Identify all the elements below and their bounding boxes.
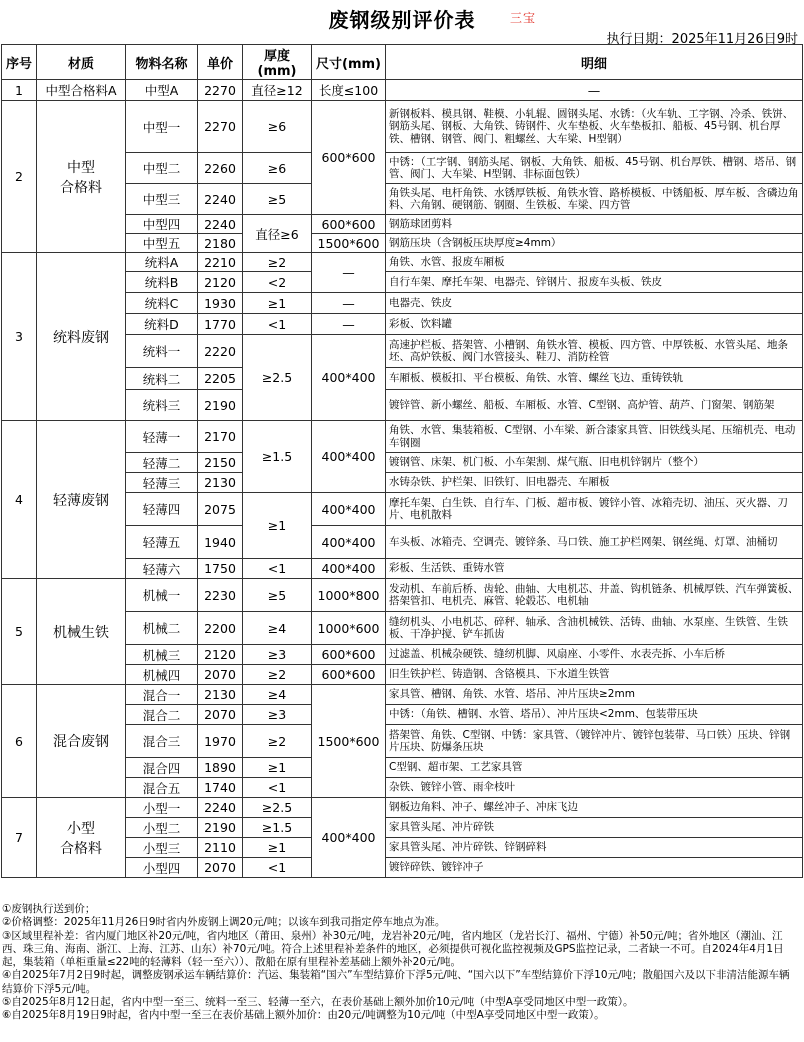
table-row bbox=[2, 579, 803, 612]
brand-label: 三宝 bbox=[510, 11, 537, 25]
price-cell: 2070 bbox=[198, 705, 243, 725]
price-cell: 2220 bbox=[198, 335, 243, 368]
thickness-cell: ≥6 bbox=[243, 153, 312, 184]
thickness-cell: ≥1.5 bbox=[243, 818, 312, 838]
item-name-cell: 中型一 bbox=[126, 101, 198, 153]
item-name-cell: 小型二 bbox=[126, 818, 198, 838]
seq-cell: 2 bbox=[2, 101, 37, 253]
price-cell: 1890 bbox=[198, 758, 243, 778]
detail-cell: 彩板、生活铁、重铸水管 bbox=[386, 559, 803, 579]
detail-cell: 过滤盖、机械杂硬铁、缝纫机脚、风扇座、小零件、水表壳拆、小车后桥 bbox=[386, 645, 803, 665]
header-material: 材质 bbox=[37, 45, 126, 80]
price-cell: 2120 bbox=[198, 272, 243, 293]
thickness-cell: ≥3 bbox=[243, 645, 312, 665]
price-cell: 2270 bbox=[198, 101, 243, 153]
price-cell: 2240 bbox=[198, 215, 243, 234]
detail-cell: 新钢板料、模具钢、鞋模、小轧辊、圆钢头尾、水锈：（火车轨、工字钢、冷杀、铁饼、钢筋头尾、钢板、大角铁、铸钢件、火车垫板、火车垫板扣、船板、45号钢、机台厚铁、槽钢、钢管、阀门、粗螺丝、大车梁、H型钢） bbox=[386, 101, 803, 153]
detail-cell: 发动机、车前后桥、齿轮、曲轴、大电机芯、井盖、钩机链条、机械厚铁、汽车弹簧板、搭架管扣、电机壳、麻管、轮毂芯、电机轴 bbox=[386, 579, 803, 612]
thickness-cell: ≥1 bbox=[243, 293, 312, 314]
thickness-cell: ≥4 bbox=[243, 685, 312, 705]
table-row bbox=[2, 421, 803, 453]
detail-cell: 角铁头尾、电杆角铁、水锈厚铁板、角铁水管、路桥模板、中锈船板、厚车板、含磷边角料、六角钢、硬钢筋、钢圈、生铁板、车梁、四方管 bbox=[386, 184, 803, 215]
detail-cell: 彩板、饮料罐 bbox=[386, 314, 803, 335]
grade-table bbox=[1, 44, 803, 878]
footnote: ⑥自2025年8月19日9时起，省内中型一至三在表价基础上额外加价：由20元/吨调整为10元/吨（中型A享受同地区中型一政策）。 bbox=[2, 1009, 605, 1022]
item-name-cell: 混合四 bbox=[126, 758, 198, 778]
detail-cell: 中锈：（角铁、槽钢、水管、塔吊）、冲片压块<2mm、包装带压块 bbox=[386, 705, 803, 725]
detail-cell: C型钢、超市架、工艺家具管 bbox=[386, 758, 803, 778]
thickness-cell: ≥5 bbox=[243, 579, 312, 612]
detail-cell: 家具管、槽钢、角铁、水管、塔吊、冲片压块≥2mm bbox=[386, 685, 803, 705]
header-detail: 明细 bbox=[386, 45, 803, 80]
table-row bbox=[2, 253, 803, 272]
size-cell: — bbox=[312, 253, 386, 293]
seq-cell: 3 bbox=[2, 253, 37, 421]
detail-cell: 钢筋压块（含钢板压块厚度≥4mm） bbox=[386, 234, 803, 253]
header-row bbox=[2, 45, 803, 80]
item-name-cell: 小型三 bbox=[126, 838, 198, 858]
thickness-cell: 直径≥12 bbox=[243, 80, 312, 101]
detail-cell: 镀钢管、床架、机门板、小车架割、煤气瓶、旧电机锌钢片（整个） bbox=[386, 453, 803, 473]
item-name-cell: 统料一 bbox=[126, 335, 198, 368]
seq-cell: 6 bbox=[2, 685, 37, 798]
size-cell: 400*400 bbox=[312, 421, 386, 493]
item-name-cell: 混合二 bbox=[126, 705, 198, 725]
item-name-cell: 机械三 bbox=[126, 645, 198, 665]
thickness-cell: ≥3 bbox=[243, 705, 312, 725]
price-cell: 2200 bbox=[198, 612, 243, 645]
price-cell: 1930 bbox=[198, 293, 243, 314]
detail-cell: 车厢板、模板扣、平台模板、角铁、水管、螺丝飞边、重铸铁轨 bbox=[386, 368, 803, 390]
thickness-cell: ≥2 bbox=[243, 665, 312, 685]
item-name-cell: 统料C bbox=[126, 293, 198, 314]
item-name-cell: 统料B bbox=[126, 272, 198, 293]
thickness-cell: ≥6 bbox=[243, 101, 312, 153]
detail-cell: — bbox=[386, 80, 803, 101]
thickness-cell: ≥1 bbox=[243, 758, 312, 778]
thickness-cell: ≥1 bbox=[243, 493, 312, 559]
thickness-cell: ≥5 bbox=[243, 184, 312, 215]
seq-cell: 1 bbox=[2, 80, 37, 101]
price-cell: 2190 bbox=[198, 390, 243, 421]
price-cell: 2070 bbox=[198, 665, 243, 685]
header-seq: 序号 bbox=[2, 45, 37, 80]
thickness-cell: ≥1 bbox=[243, 838, 312, 858]
size-cell: 600*600 bbox=[312, 215, 386, 234]
item-name-cell: 轻薄五 bbox=[126, 526, 198, 559]
item-name-cell: 小型四 bbox=[126, 858, 198, 878]
material-cell: 混合废钢 bbox=[37, 685, 126, 798]
item-name-cell: 中型三 bbox=[126, 184, 198, 215]
size-cell: 600*600 bbox=[312, 645, 386, 665]
size-cell: 1500*600 bbox=[312, 685, 386, 798]
item-name-cell: 小型一 bbox=[126, 798, 198, 818]
footnotes bbox=[2, 903, 800, 1023]
detail-cell: 钢筋球团剪料 bbox=[386, 215, 803, 234]
header-size: 尺寸(mm) bbox=[312, 45, 386, 80]
detail-cell: 高速护栏板、搭架管、小槽钢、角铁水管、模板、四方管、中厚铁板、水管头尾、地条坯、高炉铁板、阀门水管接头、鞋刀、消防栓管 bbox=[386, 335, 803, 368]
size-cell: 400*400 bbox=[312, 559, 386, 579]
size-cell: 400*400 bbox=[312, 798, 386, 878]
size-cell: 600*600 bbox=[312, 101, 386, 215]
item-name-cell: 中型A bbox=[126, 80, 198, 101]
thickness-cell: ≥2 bbox=[243, 253, 312, 272]
detail-cell: 角铁、水管、报废车厢板 bbox=[386, 253, 803, 272]
table-row bbox=[2, 685, 803, 705]
thickness-cell: <1 bbox=[243, 778, 312, 798]
material-cell: 小型 合格料 bbox=[37, 798, 126, 878]
price-cell: 2130 bbox=[198, 685, 243, 705]
price-cell: 2190 bbox=[198, 818, 243, 838]
price-cell: 2150 bbox=[198, 453, 243, 473]
detail-cell: 车头板、冰箱壳、空调壳、镀锌条、马口铁、施工护栏网架、钢丝绳、灯罩、油桶切 bbox=[386, 526, 803, 559]
detail-cell: 镀锌管、新小螺丝、船板、车厢板、水管、C型钢、高炉管、葫芦、门窗架、钢筋架 bbox=[386, 390, 803, 421]
size-cell: 长度≤100 bbox=[312, 80, 386, 101]
price-cell: 2205 bbox=[198, 368, 243, 390]
item-name-cell: 混合一 bbox=[126, 685, 198, 705]
size-cell: — bbox=[312, 293, 386, 314]
price-cell: 2210 bbox=[198, 253, 243, 272]
header-item-name: 物料名称 bbox=[126, 45, 198, 80]
price-cell: 2230 bbox=[198, 579, 243, 612]
item-name-cell: 轻薄二 bbox=[126, 453, 198, 473]
thickness-cell: ≥4 bbox=[243, 612, 312, 645]
detail-cell: 自行车架、摩托车架、电器壳、锌钢片、报废车头板、铁皮 bbox=[386, 272, 803, 293]
thickness-cell: ≥2.5 bbox=[243, 798, 312, 818]
footnote: ②价格调整：2025年11月26日9时省内外废钢上调20元/吨；以该车到我司指定停车地点为准。 bbox=[2, 916, 446, 929]
detail-cell: 钢板边角料、冲子、螺丝冲子、冲床飞边 bbox=[386, 798, 803, 818]
price-cell: 2070 bbox=[198, 858, 243, 878]
price-cell: 2170 bbox=[198, 421, 243, 453]
material-cell: 轻薄废钢 bbox=[37, 421, 126, 579]
thickness-cell: ≥2 bbox=[243, 725, 312, 758]
item-name-cell: 机械二 bbox=[126, 612, 198, 645]
exec-date: 执行日期：2025年11月26日9时 bbox=[606, 32, 798, 47]
seq-cell: 7 bbox=[2, 798, 37, 878]
size-cell: — bbox=[312, 314, 386, 335]
detail-cell: 缝纫机头、小电机芯、碎秤、轴承、含油机械铁、活铸、曲轴、水泵座、生铁管、生铁板、干净护搅、铲车抓齿 bbox=[386, 612, 803, 645]
item-name-cell: 中型五 bbox=[126, 234, 198, 253]
item-name-cell: 统料二 bbox=[126, 368, 198, 390]
material-cell: 机械生铁 bbox=[37, 579, 126, 685]
price-cell: 1770 bbox=[198, 314, 243, 335]
seq-cell: 4 bbox=[2, 421, 37, 579]
size-cell: 1000*600 bbox=[312, 612, 386, 645]
table-row bbox=[2, 101, 803, 153]
item-name-cell: 轻薄四 bbox=[126, 493, 198, 526]
size-cell: 400*400 bbox=[312, 493, 386, 526]
detail-cell: 家具管头尾、冲片碎铁 bbox=[386, 818, 803, 838]
detail-cell: 杂铁、镀锌小管、雨伞枝叶 bbox=[386, 778, 803, 798]
price-cell: 2075 bbox=[198, 493, 243, 526]
price-cell: 2120 bbox=[198, 645, 243, 665]
price-cell: 2110 bbox=[198, 838, 243, 858]
price-cell: 2130 bbox=[198, 473, 243, 493]
detail-cell: 摩托车架、白生铁、自行车、门板、超市板、镀锌小管、冰箱壳切、油压、灭火器、刀片、电机散料 bbox=[386, 493, 803, 526]
item-name-cell: 统料D bbox=[126, 314, 198, 335]
price-cell: 2270 bbox=[198, 80, 243, 101]
thickness-cell: 直径≥6 bbox=[243, 215, 312, 253]
item-name-cell: 轻薄六 bbox=[126, 559, 198, 579]
detail-cell: 搭架管、角铁、C型钢、中锈：家具管、（镀锌冲片、镀锌包装带、马口铁）压块、锌钢片压块、防爆条压块 bbox=[386, 725, 803, 758]
price-cell: 1940 bbox=[198, 526, 243, 559]
item-name-cell: 轻薄三 bbox=[126, 473, 198, 493]
item-name-cell: 机械四 bbox=[126, 665, 198, 685]
detail-cell: 水铸杂铁、护栏架、旧铁钉、旧电器壳、车厢板 bbox=[386, 473, 803, 493]
material-cell: 中型 合格料 bbox=[37, 101, 126, 253]
price-cell: 2240 bbox=[198, 798, 243, 818]
price-cell: 2180 bbox=[198, 234, 243, 253]
header-price: 单价 bbox=[198, 45, 243, 80]
thickness-cell: <1 bbox=[243, 314, 312, 335]
size-cell: 1000*800 bbox=[312, 579, 386, 612]
material-cell: 中型合格料A bbox=[37, 80, 126, 101]
price-cell: 1740 bbox=[198, 778, 243, 798]
material-cell: 统料废钢 bbox=[37, 253, 126, 421]
size-cell: 400*400 bbox=[312, 526, 386, 559]
item-name-cell: 中型四 bbox=[126, 215, 198, 234]
size-cell: 1500*600 bbox=[312, 234, 386, 253]
item-name-cell: 轻薄一 bbox=[126, 421, 198, 453]
price-cell: 1750 bbox=[198, 559, 243, 579]
thickness-cell: <1 bbox=[243, 559, 312, 579]
detail-cell: 家具管头尾、冲片碎铁、锌钢碎料 bbox=[386, 838, 803, 858]
thickness-cell: ≥2.5 bbox=[243, 335, 312, 421]
footnote: ④自2025年7月2日9时起，调整废钢承运车辆结算价：汽运、集装箱“国六”车型结算价下浮5元/吨、“国六以下”车型结算价下浮10元/吨；散船国六及以下非清洁能源车辆结算价下浮5元/吨。 bbox=[2, 969, 790, 995]
price-cell: 2240 bbox=[198, 184, 243, 215]
seq-cell: 5 bbox=[2, 579, 37, 685]
footnote: ③区域里程补差：省内厦门地区补20元/吨，省内地区（莆田、泉州）补30元/吨，龙岩补20元/吨，省内地区（龙岩长汀、福州、宁德）补50元/吨；省外地区（潮汕、江西、珠三角、海南、浙江、上海、江苏、山东）补70元/吨。符合上述里程补差条件的地区，必须提供可视化监控视频及GPS监控记录，二者缺一不可。自2024年4月1日起，集装箱（单柜重量≤22吨的轻薄料（轻一至六））、散船在原有里程补差基础上额外补20元/吨。 bbox=[2, 929, 784, 969]
size-cell: 600*600 bbox=[312, 665, 386, 685]
detail-cell: 角铁、水管、集装箱板、C型钢、小车梁、新合漆家具管、旧铁线头尾、压缩机壳、电动车钢圈 bbox=[386, 421, 803, 453]
title-text: 废钢级别评价表 bbox=[328, 8, 476, 32]
footnote: ①废钢执行送到价； bbox=[2, 903, 96, 915]
thickness-cell: ≥1.5 bbox=[243, 421, 312, 493]
item-name-cell: 中型二 bbox=[126, 153, 198, 184]
detail-cell: 镀锌碎铁、镀锌冲子 bbox=[386, 858, 803, 878]
item-name-cell: 机械一 bbox=[126, 579, 198, 612]
item-name-cell: 统料三 bbox=[126, 390, 198, 421]
detail-cell: 电器壳、铁皮 bbox=[386, 293, 803, 314]
item-name-cell: 混合五 bbox=[126, 778, 198, 798]
thickness-cell: <2 bbox=[243, 272, 312, 293]
price-cell: 2260 bbox=[198, 153, 243, 184]
header-thickness: 厚度(mm) bbox=[243, 45, 312, 80]
price-cell: 1970 bbox=[198, 725, 243, 758]
table-row bbox=[2, 798, 803, 818]
item-name-cell: 统料A bbox=[126, 253, 198, 272]
detail-cell: 旧生铁护栏、铸造钢、含铬模具、下水道生铁管 bbox=[386, 665, 803, 685]
item-name-cell: 混合三 bbox=[126, 725, 198, 758]
thickness-cell: <1 bbox=[243, 858, 312, 878]
footnote: ⑤自2025年8月12日起，省内中型一至三、统料一至三、轻薄一至六，在表价基础上额外加价10元/吨（中型A享受同地区中型一政策）。 bbox=[2, 996, 634, 1009]
size-cell: 400*400 bbox=[312, 335, 386, 421]
table-row bbox=[2, 80, 803, 101]
detail-cell: 中锈：（工字钢、钢筋头尾、钢板、大角铁、船板、45号钢、机台厚铁、槽钢、塔吊、钢管、阀门、大车梁、H型钢、非标面包铁） bbox=[386, 153, 803, 184]
